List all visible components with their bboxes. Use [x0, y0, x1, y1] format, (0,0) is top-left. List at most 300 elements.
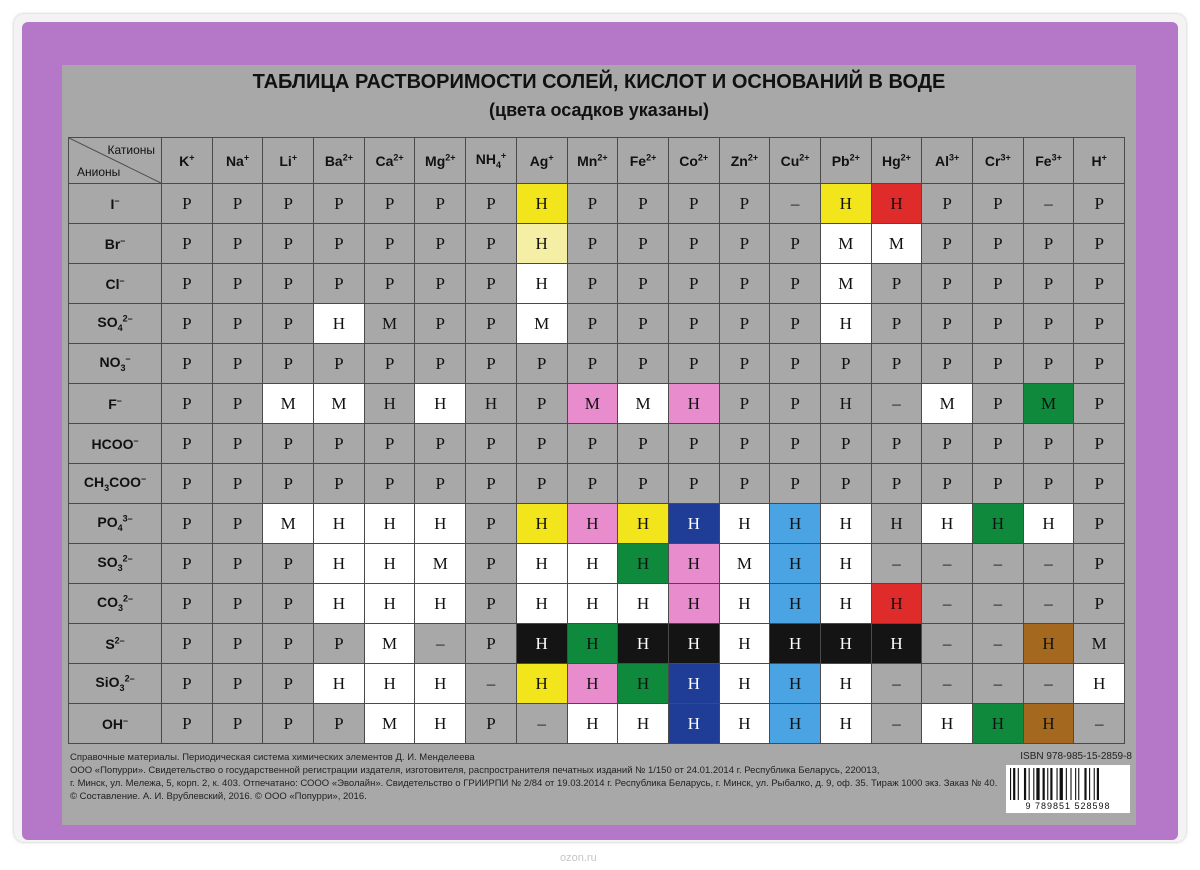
solubility-cell: Р — [618, 224, 669, 264]
solubility-cell: Н — [364, 544, 415, 584]
page-title: ТАБЛИЦА РАСТВОРИМОСТИ СОЛЕЙ, КИСЛОТ И ОСНОВАНИЙ В ВОДЕ — [252, 71, 946, 93]
cation-formula — [376, 153, 404, 169]
cation-header — [162, 138, 213, 184]
cation-header — [516, 138, 567, 184]
solubility-cell: М — [516, 304, 567, 344]
ion-subscript: 4 — [117, 523, 123, 534]
solubility-cell: Р — [719, 304, 770, 344]
solubility-cell: Р — [263, 704, 314, 744]
barcode-bar — [1043, 768, 1045, 800]
solubility-cell: М — [415, 544, 466, 584]
solubility-cell: Р — [466, 344, 517, 384]
barcode-bar — [1033, 768, 1034, 800]
solubility-cell: Р — [922, 184, 973, 224]
solubility-cell: Н — [415, 584, 466, 624]
solubility-cell: – — [1074, 704, 1125, 744]
solubility-cell: Р — [263, 544, 314, 584]
solubility-cell: Н — [871, 504, 922, 544]
solubility-cell: – — [871, 664, 922, 704]
solubility-cell: Р — [770, 304, 821, 344]
solubility-cell: Н — [466, 384, 517, 424]
cation-header — [212, 138, 263, 184]
anion-header — [69, 304, 162, 344]
solubility-chart-panel — [62, 65, 1136, 825]
solubility-cell: Р — [212, 704, 263, 744]
anion-formula — [97, 553, 133, 574]
solubility-cell: Р — [770, 224, 821, 264]
publisher-footer — [70, 751, 998, 803]
solubility-cell: – — [1023, 184, 1074, 224]
solubility-cell: Р — [1023, 304, 1074, 344]
solubility-cell: Р — [770, 384, 821, 424]
ion-symbol: Hg — [882, 152, 901, 169]
solubility-cell: Н — [668, 704, 719, 744]
ion-symbol: Mn — [577, 152, 598, 169]
solubility-cell: М — [263, 504, 314, 544]
anion-formula — [97, 313, 133, 334]
solubility-cell: Н — [871, 184, 922, 224]
solubility-cell: Р — [820, 464, 871, 504]
ion-symbol: F — [108, 395, 117, 412]
ion-symbol: CO — [96, 594, 118, 611]
solubility-cell: Р — [973, 464, 1024, 504]
solubility-cell: Р — [162, 544, 213, 584]
solubility-cell: Р — [364, 264, 415, 304]
solubility-cell: Р — [668, 304, 719, 344]
ion-symbol: I — [110, 195, 115, 212]
anion-header — [69, 504, 162, 544]
cation-header — [770, 138, 821, 184]
barcode-bars — [1010, 768, 1126, 800]
solubility-cell: Р — [466, 264, 517, 304]
solubility-cell: Н — [618, 624, 669, 664]
solubility-cell: Р — [314, 184, 365, 224]
solubility-cell: Р — [567, 184, 618, 224]
solubility-cell: Н — [567, 584, 618, 624]
solubility-cell: Р — [212, 664, 263, 704]
barcode-bar — [1010, 768, 1011, 800]
cation-header — [668, 138, 719, 184]
solubility-cell: Р — [212, 624, 263, 664]
anion-formula — [105, 636, 124, 652]
ion-symbol: Br — [104, 235, 121, 252]
solubility-cell: Н — [719, 704, 770, 744]
ion-charge: 2– — [122, 553, 133, 564]
solubility-cell: – — [973, 664, 1024, 704]
solubility-cell: – — [922, 544, 973, 584]
ion-symbol: NH — [475, 151, 496, 168]
ion-symbol: CH — [83, 474, 105, 491]
anion-row — [69, 304, 1125, 344]
ion-symbol: Cu — [780, 152, 800, 169]
solubility-cell: Н — [770, 584, 821, 624]
solubility-cell: Р — [567, 344, 618, 384]
solubility-cell: Р — [567, 264, 618, 304]
solubility-cell: Р — [820, 344, 871, 384]
solubility-cell: Р — [415, 344, 466, 384]
solubility-cell: Р — [314, 344, 365, 384]
solubility-cell: Н — [314, 504, 365, 544]
barcode-bar — [1094, 768, 1095, 800]
solubility-cell: Р — [212, 384, 263, 424]
solubility-cell: Р — [466, 464, 517, 504]
ion-charge: + — [243, 152, 250, 163]
ion-symbol: SiO — [95, 674, 120, 691]
ion-charge: 2– — [123, 593, 134, 604]
ion-charge: – — [141, 473, 147, 484]
anion-header — [69, 464, 162, 504]
solubility-cell: М — [263, 384, 314, 424]
solubility-cell: Р — [1023, 424, 1074, 464]
cation-header — [415, 138, 466, 184]
solubility-cell: Р — [212, 544, 263, 584]
solubility-cell: Р — [668, 424, 719, 464]
solubility-cell: Р — [871, 464, 922, 504]
cation-formula — [781, 153, 810, 169]
solubility-cell: Р — [212, 424, 263, 464]
solubility-cell: Р — [212, 224, 263, 264]
solubility-cell: – — [871, 384, 922, 424]
solubility-cell: Н — [415, 504, 466, 544]
solubility-cell: Н — [871, 624, 922, 664]
solubility-cell: Р — [618, 424, 669, 464]
solubility-cell: – — [871, 704, 922, 744]
solubility-cell: Р — [466, 424, 517, 464]
anion-row — [69, 504, 1125, 544]
anion-header — [69, 224, 162, 264]
cation-formula — [731, 153, 758, 169]
solubility-cell: Р — [162, 464, 213, 504]
ion-charge: + — [548, 152, 554, 163]
solubility-cell: Р — [314, 624, 365, 664]
solubility-cell: Р — [770, 424, 821, 464]
solubility-cell: Н — [820, 544, 871, 584]
solubility-cell: Р — [415, 464, 466, 504]
solubility-cell: Н — [820, 624, 871, 664]
solubility-cell: Н — [415, 384, 466, 424]
ion-symbol: K — [179, 152, 190, 169]
solubility-cell: Р — [1074, 424, 1125, 464]
solubility-cell: Р — [466, 704, 517, 744]
solubility-cell: Р — [922, 344, 973, 384]
solubility-cell: Р — [415, 424, 466, 464]
solubility-cell: Н — [314, 584, 365, 624]
solubility-cell: Н — [618, 544, 669, 584]
solubility-cell: Р — [1074, 224, 1125, 264]
solubility-cell: Н — [516, 544, 567, 584]
ion-subscript: 3 — [119, 683, 125, 694]
solubility-cell: Н — [567, 544, 618, 584]
solubility-cell: Р — [922, 424, 973, 464]
solubility-cell: Р — [618, 264, 669, 304]
solubility-cell: Р — [973, 384, 1024, 424]
ion-symbol: Zn — [730, 152, 748, 169]
solubility-cell: Р — [922, 464, 973, 504]
solubility-cell: Н — [719, 664, 770, 704]
solubility-cell: Р — [973, 184, 1024, 224]
solubility-cell: Р — [668, 464, 719, 504]
solubility-cell: Н — [364, 504, 415, 544]
solubility-table — [68, 137, 1125, 744]
solubility-cell: Р — [263, 664, 314, 704]
solubility-cell: Н — [719, 624, 770, 664]
solubility-cell: Р — [516, 384, 567, 424]
anion-row — [69, 544, 1125, 584]
solubility-cell: Н — [1023, 624, 1074, 664]
solubility-cell: Р — [719, 264, 770, 304]
solubility-cell: М — [820, 264, 871, 304]
anion-header — [69, 584, 162, 624]
cation-formula — [425, 153, 455, 169]
solubility-cell: Р — [364, 184, 415, 224]
solubility-cell: – — [770, 184, 821, 224]
solubility-cell: Р — [1074, 384, 1125, 424]
cation-header — [820, 138, 871, 184]
ion-subscript: 3 — [117, 603, 123, 614]
cations-label: Катионы — [107, 143, 155, 157]
solubility-cell: – — [922, 584, 973, 624]
anion-header — [69, 664, 162, 704]
ion-symbol: Al — [935, 152, 950, 169]
solubility-cell: Р — [212, 464, 263, 504]
solubility-cell: Р — [1074, 264, 1125, 304]
solubility-cell: Р — [212, 304, 263, 344]
solubility-cell: Р — [1074, 184, 1125, 224]
solubility-cell: М — [314, 384, 365, 424]
ion-charge: 3– — [122, 513, 133, 524]
solubility-cell: Р — [719, 424, 770, 464]
ion-charge: – — [119, 275, 125, 286]
ion-charge: 3+ — [1051, 152, 1062, 163]
solubility-cell: Р — [770, 344, 821, 384]
anion-row — [69, 464, 1125, 504]
solubility-cell: М — [871, 224, 922, 264]
solubility-cell: Р — [263, 304, 314, 344]
ion-charge: 3+ — [1000, 152, 1011, 163]
solubility-cell: Р — [415, 184, 466, 224]
anion-formula — [96, 593, 134, 614]
solubility-cell: Р — [719, 384, 770, 424]
solubility-cell: Р — [719, 224, 770, 264]
cation-header — [314, 138, 365, 184]
anion-row — [69, 704, 1125, 744]
solubility-cell: Р — [466, 544, 517, 584]
cation-header — [922, 138, 973, 184]
anion-formula — [102, 716, 128, 732]
cation-formula — [832, 153, 860, 169]
isbn-label: ISBN 978-985-15-2859-8 — [1020, 751, 1132, 762]
solubility-cell: Н — [314, 304, 365, 344]
cation-formula — [1035, 153, 1062, 169]
ion-symbol: Ca — [375, 152, 394, 169]
ion-symbol: Fe — [1035, 152, 1052, 169]
barcode-bar — [1047, 768, 1048, 800]
solubility-cell: Р — [618, 344, 669, 384]
solubility-cell: Р — [1074, 464, 1125, 504]
barcode-bar — [1036, 768, 1039, 800]
solubility-cell: Р — [466, 184, 517, 224]
ion-subscript: 3 — [117, 563, 123, 574]
solubility-cell: Р — [263, 344, 314, 384]
solubility-cell: Р — [162, 184, 213, 224]
solubility-cell: Р — [415, 304, 466, 344]
ion-subscript: 4 — [117, 323, 123, 334]
solubility-cell: Р — [719, 464, 770, 504]
solubility-cell: Р — [364, 224, 415, 264]
footer-line-1: Справочные материалы. Периодическая система химических элементов Д. И. Менделеева — [70, 752, 475, 763]
anion-row — [69, 264, 1125, 304]
ion-symbol: Pb — [831, 152, 850, 169]
solubility-cell: Р — [871, 344, 922, 384]
solubility-cell: Р — [668, 344, 719, 384]
solubility-cell: Н — [618, 704, 669, 744]
solubility-cell: Р — [212, 504, 263, 544]
solubility-cell: Р — [162, 624, 213, 664]
solubility-cell: Н — [668, 584, 719, 624]
barcode-bar — [1013, 768, 1015, 800]
solubility-cell: Р — [263, 464, 314, 504]
solubility-cell: Р — [263, 184, 314, 224]
solubility-cell: Н — [770, 544, 821, 584]
barcode-bar — [1024, 768, 1026, 800]
cation-formula — [179, 153, 194, 169]
anion-formula — [105, 276, 124, 292]
solubility-cell: Р — [516, 464, 567, 504]
solubility-cell: Н — [1074, 664, 1125, 704]
solubility-cell: Р — [1023, 344, 1074, 384]
solubility-cell: Р — [162, 584, 213, 624]
cation-header — [973, 138, 1024, 184]
ion-charge: + — [189, 152, 195, 163]
solubility-cell: Р — [162, 344, 213, 384]
solubility-cell: Р — [618, 464, 669, 504]
solubility-cell: Н — [770, 624, 821, 664]
solubility-cell: Р — [314, 424, 365, 464]
anions-label: Анионы — [77, 165, 121, 179]
solubility-cell: – — [973, 584, 1024, 624]
solubility-cell: Н — [820, 384, 871, 424]
anion-header — [69, 264, 162, 304]
anion-header — [69, 424, 162, 464]
solubility-cell: Р — [162, 264, 213, 304]
ion-charge: 2+ — [646, 152, 657, 163]
solubility-cell: Н — [415, 664, 466, 704]
ion-symbol: Ba — [324, 152, 343, 169]
cation-header — [567, 138, 618, 184]
solubility-cell: Р — [415, 224, 466, 264]
solubility-cell: Р — [668, 184, 719, 224]
ion-charge: 2+ — [799, 152, 810, 163]
anion-row — [69, 664, 1125, 704]
cation-header — [466, 138, 517, 184]
solubility-cell: Р — [770, 264, 821, 304]
solubility-cell: Р — [516, 344, 567, 384]
solubility-cell: Р — [1023, 224, 1074, 264]
barcode-bar — [1066, 768, 1067, 800]
anion-formula — [91, 436, 138, 452]
barcode-digits: 9 789851 528598 — [1025, 801, 1111, 811]
solubility-cell: Р — [618, 304, 669, 344]
ion-symbol: Na — [225, 152, 244, 169]
solubility-cell: Р — [466, 624, 517, 664]
ion-charge: 2– — [122, 313, 133, 324]
solubility-cell: Р — [162, 664, 213, 704]
cation-formula — [475, 150, 507, 171]
cation-formula — [325, 153, 353, 169]
cation-header — [719, 138, 770, 184]
solubility-cell: Р — [263, 224, 314, 264]
footer-line-3: г. Минск, ул. Мележа, 5, корп. 2, к. 403. Отпечатано: СООО «Эволайн». Свидетельство о ГРИИРПИ № 2/84 от 19.03.2014 г. Республика Беларусь, г. Минск, ул. Рыбалко, д. 9, оф. 35. Тираж 1000 экз. Заказ № 40. — [70, 778, 998, 789]
ion-charge: 2+ — [342, 152, 353, 163]
solubility-cell: Р — [567, 224, 618, 264]
ion-symbol: Li — [279, 152, 292, 169]
cation-header — [871, 138, 922, 184]
solubility-cell: Р — [162, 224, 213, 264]
solubility-cell: – — [516, 704, 567, 744]
solubility-cell: Р — [1074, 544, 1125, 584]
solubility-cell: Р — [212, 344, 263, 384]
solubility-cell: Н — [668, 664, 719, 704]
solubility-cell: Р — [567, 424, 618, 464]
solubility-cell: – — [922, 664, 973, 704]
solubility-cell: Р — [922, 224, 973, 264]
barcode-bar — [1084, 768, 1086, 800]
solubility-cell: Р — [162, 424, 213, 464]
ion-charge: – — [122, 715, 128, 726]
ion-charge: 3+ — [949, 152, 960, 163]
cation-formula — [935, 153, 959, 169]
page-subtitle: (цвета осадков указаны) — [489, 100, 709, 120]
ion-symbol: Co — [679, 152, 698, 169]
cation-header-row — [69, 138, 1125, 184]
barcode-bar — [1078, 768, 1079, 800]
solubility-cell: Р — [871, 304, 922, 344]
anion-formula — [108, 396, 122, 412]
anion-header — [69, 184, 162, 224]
anion-header — [69, 624, 162, 664]
ion-charge: – — [114, 195, 120, 206]
solubility-cell: Н — [516, 584, 567, 624]
anion-row — [69, 344, 1125, 384]
solubility-cell: Р — [212, 264, 263, 304]
solubility-cell: Н — [770, 664, 821, 704]
solubility-cell: Н — [719, 584, 770, 624]
solubility-cell: Р — [668, 224, 719, 264]
solubility-cell: Р — [162, 504, 213, 544]
solubility-cell: Р — [973, 304, 1024, 344]
solubility-cell: Н — [567, 704, 618, 744]
solubility-cell: Н — [922, 704, 973, 744]
anion-header — [69, 384, 162, 424]
solubility-cell: Н — [973, 504, 1024, 544]
anion-row — [69, 624, 1125, 664]
solubility-cell: – — [1023, 664, 1074, 704]
ion-symbol: SO — [97, 554, 118, 571]
ion-charge: – — [116, 395, 122, 406]
solubility-cell: Р — [973, 344, 1024, 384]
solubility-cell: Р — [466, 504, 517, 544]
ion-symbol: PO — [97, 514, 118, 531]
solubility-cell: Н — [618, 504, 669, 544]
solubility-cell: Р — [516, 424, 567, 464]
solubility-cell: Р — [314, 464, 365, 504]
solubility-cell: Н — [668, 384, 719, 424]
ion-symbol: HCOO — [91, 435, 134, 452]
solubility-cell: Р — [871, 264, 922, 304]
solubility-cell: Н — [668, 544, 719, 584]
ion-charge: 2+ — [900, 152, 911, 163]
cation-formula — [577, 153, 607, 169]
